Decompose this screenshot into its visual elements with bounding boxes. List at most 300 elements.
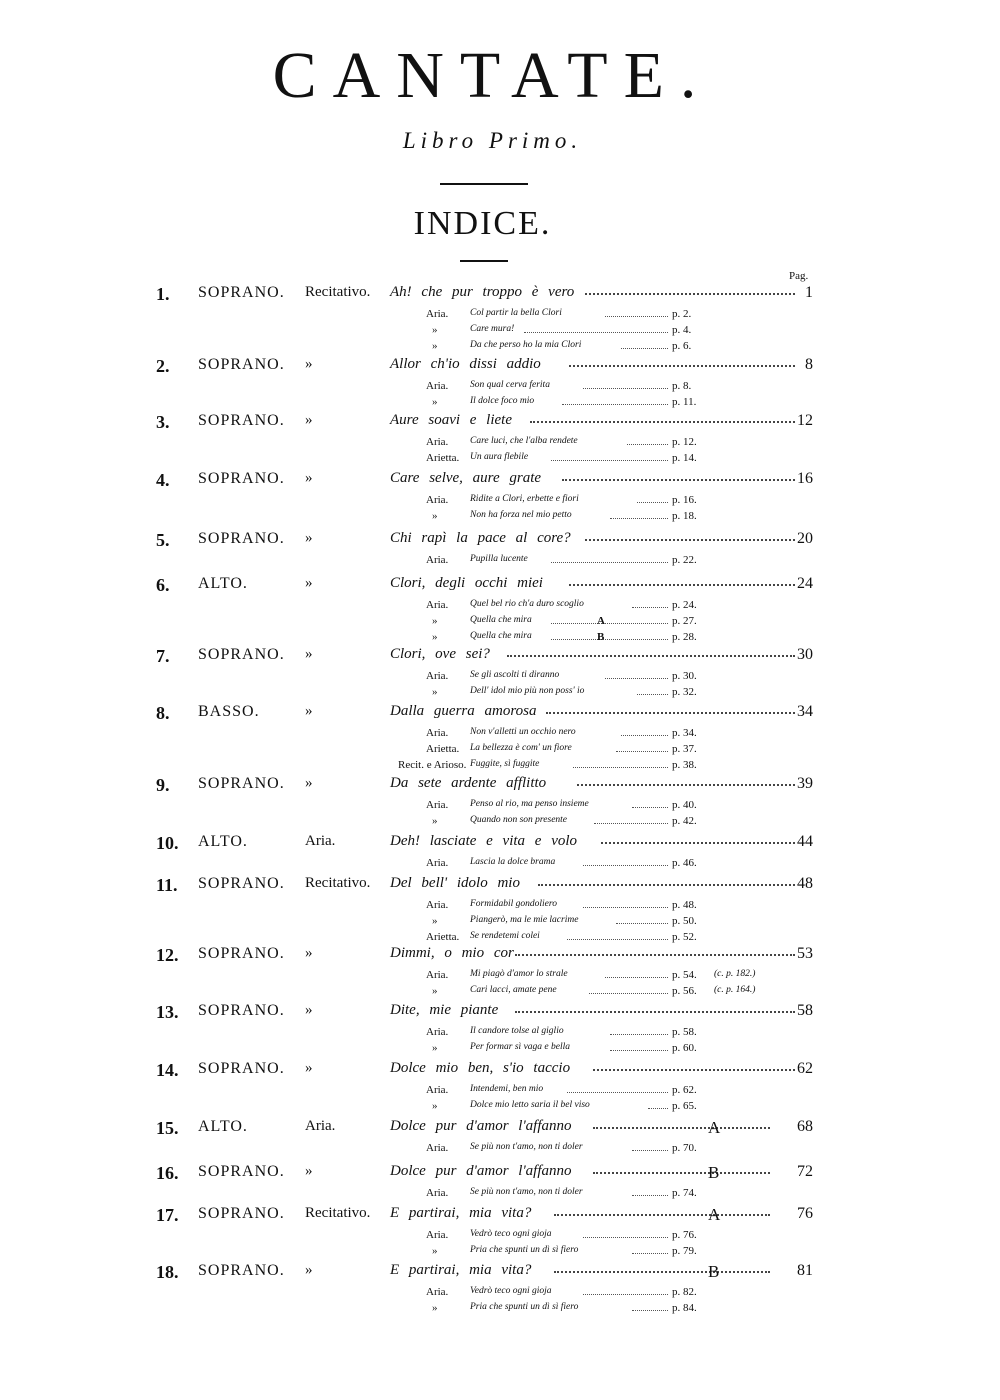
sub-title: Quella che mira (470, 615, 532, 625)
sub-page: p. 58. (672, 1026, 697, 1038)
sub-title: Vedrò teco ogni gioja (470, 1286, 552, 1296)
sub-title: Quel bel rio ch'a duro scoglio (470, 599, 584, 609)
sub-entry (0, 631, 1000, 646)
sub-page: p. 8. (672, 380, 692, 392)
sub-kind: » (432, 1042, 438, 1054)
entry-page: 81 (797, 1262, 813, 1279)
entry-page: 16 (797, 470, 813, 487)
sub-entry (0, 1042, 1000, 1057)
sub-kind: Aria. (426, 554, 449, 566)
sub-kind: Aria. (426, 494, 449, 506)
dot-leader (632, 807, 668, 808)
sub-kind: Aria. (426, 599, 449, 611)
entry-version: A (708, 1118, 721, 1137)
dot-leader (562, 404, 668, 405)
sub-version: A (597, 615, 605, 627)
entry-number: 4. (156, 470, 170, 490)
sub-page: p. 62. (672, 1084, 697, 1096)
sub-title: La bellezza è com' un fiore (470, 743, 572, 753)
sub-entry (0, 915, 1000, 930)
sub-kind: » (432, 615, 438, 627)
sub-kind: Aria. (426, 308, 449, 320)
sub-entry (0, 1084, 1000, 1099)
sub-title: Son qual cerva ferita (470, 380, 550, 390)
dot-leader (616, 751, 668, 752)
sub-page: p. 32. (672, 686, 697, 698)
sub-entry (0, 1286, 1000, 1301)
sub-kind: Aria. (426, 1229, 449, 1241)
entry-version: B (708, 1163, 720, 1182)
dot-leader (594, 823, 668, 824)
sub-entry (0, 670, 1000, 685)
entry-voice: ALTO. (198, 833, 248, 850)
dot-leader (627, 444, 668, 445)
entry-number: 5. (156, 530, 170, 550)
sub-kind: Arietta. (426, 931, 460, 943)
dot-leader (554, 1271, 770, 1273)
sub-title: Vedrò teco ogni gioja (470, 1229, 552, 1239)
dot-leader (569, 365, 795, 367)
dot-leader (551, 562, 668, 563)
entry-kind: » (305, 703, 313, 719)
sub-page: p. 74. (672, 1187, 697, 1199)
sub-kind: Aria. (426, 1026, 449, 1038)
entry-voice: SOPRANO. (198, 356, 285, 373)
entry-title: Dolce mio ben, s'io taccio (390, 1060, 571, 1076)
sub-entry (0, 1026, 1000, 1041)
entry-page: 62 (797, 1060, 813, 1077)
entry-main-row (0, 284, 1000, 308)
entry-main-row (0, 356, 1000, 380)
entry-number: 10. (156, 833, 179, 853)
entry-kind: » (305, 1002, 313, 1018)
dot-leader (632, 1253, 668, 1254)
sub-kind: » (432, 1245, 438, 1257)
sub-page: p. 2. (672, 308, 692, 320)
entry-number: 15. (156, 1118, 179, 1138)
sub-kind: Aria. (426, 727, 449, 739)
sub-title: Piangerò, ma le mie lacrime (470, 915, 579, 925)
sub-title: Un aura flebile (470, 452, 529, 462)
dot-leader (621, 348, 668, 349)
sub-entry (0, 554, 1000, 569)
entry-voice: SOPRANO. (198, 1205, 285, 1222)
sub-kind: Aria. (426, 1142, 449, 1154)
entry-main-row (0, 775, 1000, 799)
sub-title: Non ha forza nel mio petto (470, 510, 572, 520)
dot-leader (583, 1237, 668, 1238)
entry-title: Da sete ardente afflitto (390, 775, 547, 791)
entry-voice: ALTO. (198, 1118, 248, 1135)
sub-title: Da che perso ho la mia Clori (470, 340, 582, 350)
sub-title: Il dolce foco mio (470, 396, 535, 406)
dot-leader (583, 907, 668, 908)
sub-page: p. 11. (672, 396, 697, 408)
sub-kind: Arietta. (426, 452, 460, 464)
entry-main-row (0, 412, 1000, 436)
entry-number: 18. (156, 1262, 179, 1282)
entry-kind: » (305, 1163, 313, 1179)
entry-kind: » (305, 1262, 313, 1278)
entry-page: 34 (797, 703, 813, 720)
sub-entry (0, 599, 1000, 614)
sub-entry (0, 727, 1000, 742)
sub-title: Care luci, che l'alba rendete (470, 436, 578, 446)
entry-voice: SOPRANO. (198, 875, 285, 892)
entry-kind: Aria. (305, 1118, 336, 1134)
sub-entry (0, 308, 1000, 323)
dot-leader (632, 1195, 668, 1196)
sub-entry (0, 985, 1000, 1000)
dot-leader (583, 1294, 668, 1295)
entry-number: 12. (156, 945, 179, 965)
sub-kind: Arietta. (426, 743, 460, 755)
dot-leader (585, 539, 795, 541)
dot-leader (573, 767, 668, 768)
sub-page: p. 40. (672, 799, 697, 811)
entry-number: 17. (156, 1205, 179, 1225)
entry-main-row (0, 1205, 1000, 1229)
entry-kind: » (305, 470, 313, 486)
dot-leader (621, 735, 668, 736)
sub-page: p. 27. (672, 615, 697, 627)
entry-number: 11. (156, 875, 178, 895)
entry-main-row (0, 703, 1000, 727)
entry-page: 30 (797, 646, 813, 663)
entry-kind: » (305, 356, 313, 372)
entry-voice: BASSO. (198, 703, 260, 720)
dot-leader (554, 1214, 770, 1216)
dot-leader (632, 607, 668, 608)
sub-title: Quando non son presente (470, 815, 568, 825)
sub-title: Quella che mira (470, 631, 532, 641)
dot-leader (593, 1069, 795, 1071)
entry-title: Clori, degli occhi miei (390, 575, 543, 591)
entry-main-row (0, 1163, 1000, 1187)
entry-title: Aure soavi e liete (390, 412, 512, 428)
sub-title: Pupilla lucente (470, 554, 528, 564)
sub-entry (0, 799, 1000, 814)
dot-leader (569, 584, 795, 586)
dot-leader (610, 1050, 668, 1051)
entry-version: B (708, 1262, 720, 1281)
entry-kind: » (305, 412, 313, 428)
sub-page: p. 50. (672, 915, 697, 927)
dot-leader (610, 1034, 668, 1035)
sub-entry (0, 396, 1000, 411)
sub-entry (0, 436, 1000, 451)
sub-title: Formidabil gondoliero (470, 899, 557, 909)
sub-entry (0, 759, 1000, 774)
entry-voice: SOPRANO. (198, 1060, 285, 1077)
sub-kind: Aria. (426, 1187, 449, 1199)
sub-entry (0, 615, 1000, 630)
entry-page: 48 (797, 875, 813, 892)
sub-page: p. 22. (672, 554, 697, 566)
dot-leader (551, 460, 668, 461)
sub-title: Se gli ascolti ti diranno (470, 670, 560, 680)
sub-title: Non v'alletti un occhio nero (470, 727, 576, 737)
sub-note: (c. p. 164.) (714, 985, 756, 995)
entry-title: Clori, ove sei? (390, 646, 490, 662)
entry-number: 3. (156, 412, 170, 432)
dot-leader (648, 1108, 668, 1109)
dot-leader (551, 639, 668, 640)
dot-leader (593, 1172, 770, 1174)
sub-page: p. 24. (672, 599, 697, 611)
sub-entry (0, 1100, 1000, 1115)
sub-entry (0, 380, 1000, 395)
entry-title: Ah! che pur troppo è vero (390, 284, 575, 300)
sub-title: Cari lacci, amate pene (470, 985, 557, 995)
sub-title: Fuggite, sì fuggite (470, 759, 540, 769)
sub-entry (0, 1302, 1000, 1317)
entry-title: Dolce pur d'amor l'affanno (390, 1163, 572, 1179)
entry-page: 1 (805, 284, 813, 301)
sub-page: p. 65. (672, 1100, 697, 1112)
sub-page: p. 16. (672, 494, 697, 506)
sub-title: Care mura! (470, 324, 515, 334)
sub-title: Penso al rio, ma penso insieme (470, 799, 589, 809)
entry-number: 6. (156, 575, 170, 595)
dot-leader (538, 884, 795, 886)
entry-title: Dite, mie piante (390, 1002, 499, 1018)
entry-number: 13. (156, 1002, 179, 1022)
entry-number: 8. (156, 703, 170, 723)
entry-voice: SOPRANO. (198, 412, 285, 429)
entry-main-row (0, 1118, 1000, 1142)
dot-leader (632, 1310, 668, 1311)
entry-voice: ALTO. (198, 575, 248, 592)
entry-title: Dolce pur d'amor l'affanno (390, 1118, 572, 1134)
entry-page: 39 (797, 775, 813, 792)
sub-page: p. 12. (672, 436, 697, 448)
entry-main-row (0, 1002, 1000, 1026)
dot-leader (632, 1150, 668, 1151)
dot-leader (610, 518, 668, 519)
entry-page: 68 (797, 1118, 813, 1135)
dot-leader (593, 1127, 770, 1129)
entry-title: E partirai, mia vita? (390, 1262, 532, 1278)
sub-kind: » (432, 396, 438, 408)
dot-leader (507, 655, 795, 657)
sub-kind: Aria. (426, 1286, 449, 1298)
dot-leader (583, 865, 668, 866)
sub-note: (c. p. 182.) (714, 969, 756, 979)
sub-version: B (597, 631, 605, 643)
entry-kind: » (305, 646, 313, 662)
sub-page: p. 70. (672, 1142, 697, 1154)
dot-leader (530, 421, 795, 423)
sub-entry (0, 931, 1000, 946)
sub-page: p. 52. (672, 931, 697, 943)
entry-number: 1. (156, 284, 170, 304)
dot-leader (601, 842, 795, 844)
entry-number: 2. (156, 356, 170, 376)
sub-entry (0, 899, 1000, 914)
entry-title: Dimmi, o mio cor (390, 945, 514, 961)
sub-kind: Aria. (426, 799, 449, 811)
entry-voice: SOPRANO. (198, 530, 285, 547)
sub-entry (0, 969, 1000, 984)
entry-main-row (0, 575, 1000, 599)
entry-kind: Recitativo. (305, 875, 371, 891)
entry-voice: SOPRANO. (198, 646, 285, 663)
entry-main-row (0, 945, 1000, 969)
entry-page: 8 (805, 356, 813, 373)
entry-main-row (0, 470, 1000, 494)
divider-rule (440, 183, 528, 185)
sub-page: p. 79. (672, 1245, 697, 1257)
sub-kind: » (432, 985, 438, 997)
sub-page: p. 42. (672, 815, 697, 827)
sub-title: Lascia la dolce brama (470, 857, 556, 867)
dot-leader (589, 993, 668, 994)
entry-title: Allor ch'io dissi addio (390, 356, 541, 372)
sub-title: Pria che spunti un dì sì fiero (470, 1302, 579, 1312)
sub-kind: Aria. (426, 969, 449, 981)
dot-leader (616, 923, 668, 924)
sub-kind: » (432, 631, 438, 643)
entry-voice: SOPRANO. (198, 1163, 285, 1180)
sub-entry (0, 324, 1000, 339)
sub-title: Ridite a Clori, erbette e fiori (470, 494, 579, 504)
sub-title: Per formar sì vaga e bella (470, 1042, 571, 1052)
sub-kind: Aria. (426, 857, 449, 869)
entry-kind: » (305, 775, 313, 791)
dot-leader (551, 623, 668, 624)
sub-page: p. 14. (672, 452, 697, 464)
sub-page: p. 46. (672, 857, 697, 869)
sub-page: p. 18. (672, 510, 697, 522)
sub-kind: » (432, 510, 438, 522)
dot-leader (583, 388, 668, 389)
sub-title: Dolce mio letto saria il bel viso (470, 1100, 590, 1110)
entry-kind: » (305, 945, 313, 961)
sub-entry (0, 494, 1000, 509)
entry-title: E partirai, mia vita? (390, 1205, 532, 1221)
sub-entry (0, 1245, 1000, 1260)
entry-kind: » (305, 575, 313, 591)
entry-number: 9. (156, 775, 170, 795)
dot-leader (637, 502, 668, 503)
entry-voice: SOPRANO. (198, 945, 285, 962)
sub-title: Mi piagò d'amor lo strale (470, 969, 568, 979)
entry-title: Dalla guerra amorosa (390, 703, 537, 719)
sub-page: p. 37. (672, 743, 697, 755)
entry-title: Care selve, aure grate (390, 470, 542, 486)
dot-leader (585, 293, 795, 295)
sub-title: Il candore tolse al giglio (470, 1026, 564, 1036)
dot-leader (577, 784, 795, 786)
sub-kind: Aria. (426, 436, 449, 448)
entry-main-row (0, 875, 1000, 899)
index-heading: INDICE. (413, 205, 552, 242)
sub-kind: » (432, 815, 438, 827)
dot-leader (567, 1092, 668, 1093)
dot-leader (605, 316, 668, 317)
sub-entry (0, 686, 1000, 701)
dot-leader (605, 977, 668, 978)
sub-page: p. 82. (672, 1286, 697, 1298)
sub-title: Se più non t'amo, non ti doler (470, 1187, 583, 1197)
sub-page: p. 76. (672, 1229, 697, 1241)
entry-page: 24 (797, 575, 813, 592)
entry-kind: Recitativo. (305, 1205, 371, 1221)
entry-version: A (708, 1205, 721, 1224)
sub-page: p. 56. (672, 985, 697, 997)
dot-leader (567, 939, 668, 940)
sub-kind: Aria. (426, 380, 449, 392)
sub-title: Pria che spunti un dì sì fiero (470, 1245, 579, 1255)
entry-page: 20 (797, 530, 813, 547)
sub-kind: » (432, 686, 438, 698)
page-subtitle: Libro Primo. (402, 128, 583, 153)
sub-kind: » (432, 340, 438, 352)
sub-kind: Aria. (426, 899, 449, 911)
sub-page: p. 30. (672, 670, 697, 682)
dot-leader (546, 712, 795, 714)
entry-page: 76 (797, 1205, 813, 1222)
entry-main-row (0, 530, 1000, 554)
sub-entry (0, 1187, 1000, 1202)
sub-page: p. 54. (672, 969, 697, 981)
entry-kind: Recitativo. (305, 284, 371, 300)
divider-rule (460, 260, 508, 262)
entry-voice: SOPRANO. (198, 1262, 285, 1279)
sub-page: p. 4. (672, 324, 692, 336)
entry-page: 44 (797, 833, 813, 850)
entry-page: 53 (797, 945, 813, 962)
entry-title: Chi rapì la pace al core? (390, 530, 571, 546)
sub-title: Intendemi, ben mio (470, 1084, 544, 1094)
entry-voice: SOPRANO. (198, 1002, 285, 1019)
sub-page: p. 38. (672, 759, 697, 771)
sub-page: p. 84. (672, 1302, 697, 1314)
entry-number: 16. (156, 1163, 179, 1183)
dot-leader (605, 678, 668, 679)
entry-page: 12 (797, 412, 813, 429)
sub-kind: Aria. (426, 1084, 449, 1096)
entry-voice: SOPRANO. (198, 470, 285, 487)
sub-entry (0, 510, 1000, 525)
entry-number: 14. (156, 1060, 179, 1080)
sub-entry (0, 340, 1000, 355)
entry-number: 7. (156, 646, 170, 666)
entry-main-row (0, 1262, 1000, 1286)
sub-entry (0, 815, 1000, 830)
sub-entry (0, 452, 1000, 467)
dot-leader (637, 694, 668, 695)
entry-kind: Aria. (305, 833, 336, 849)
entry-voice: SOPRANO. (198, 284, 285, 301)
sub-entry (0, 1142, 1000, 1157)
entry-main-row (0, 646, 1000, 670)
entry-voice: SOPRANO. (198, 775, 285, 792)
dot-leader (515, 1011, 795, 1013)
sub-title: Col partir la bella Clori (470, 308, 562, 318)
sub-page: p. 48. (672, 899, 697, 911)
entry-main-row (0, 833, 1000, 857)
sub-kind: » (432, 324, 438, 336)
entry-title: Del bell' idolo mio (390, 875, 520, 891)
entry-page: 58 (797, 1002, 813, 1019)
dot-leader (524, 332, 668, 333)
sub-page: p. 6. (672, 340, 692, 352)
page-column-label: Pag. (789, 270, 809, 282)
entry-main-row (0, 1060, 1000, 1084)
sub-kind: Recit. e Arioso. (398, 759, 467, 771)
